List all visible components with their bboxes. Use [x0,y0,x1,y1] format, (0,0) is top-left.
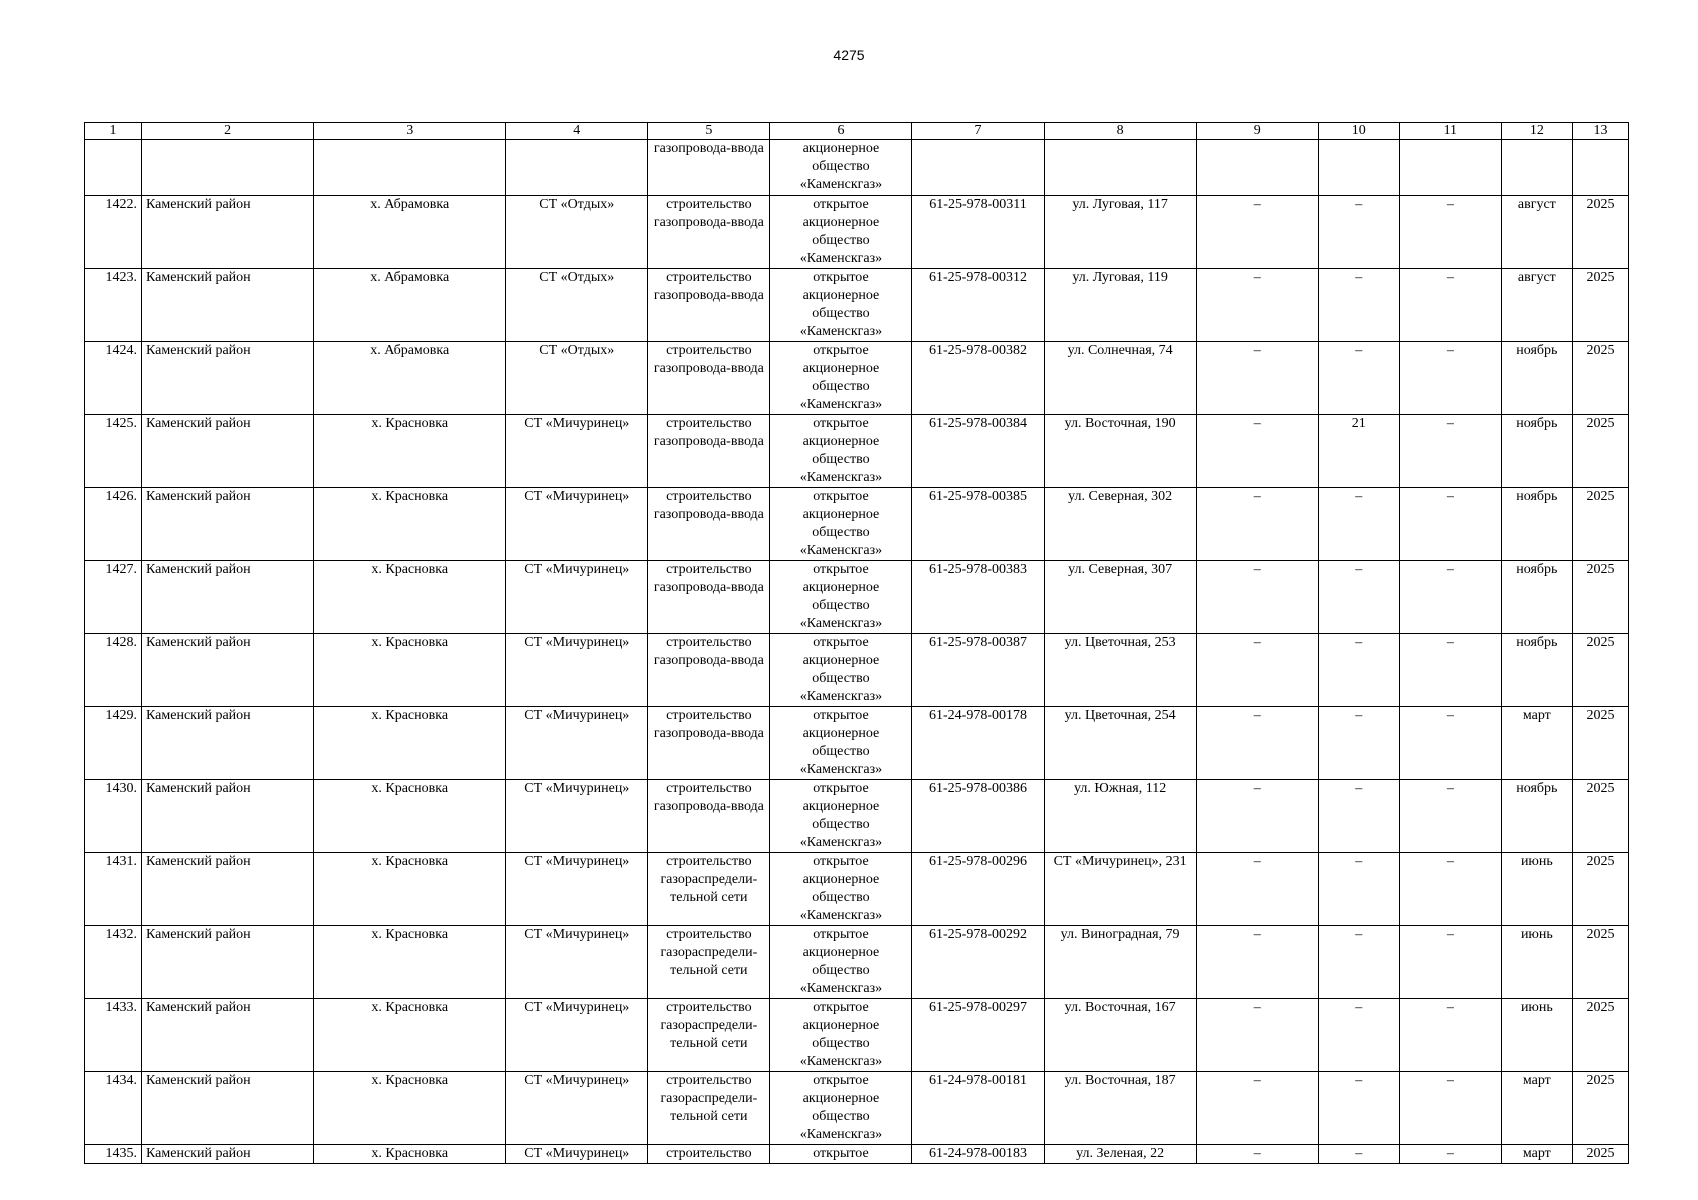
cell-settlement: х. Абрамовка [314,342,506,415]
cell-district: Каменский район [142,269,314,342]
cell-object-code: 61-24-978-00183 [912,1145,1044,1164]
column-header: 8 [1044,123,1196,140]
cell-address: ул. Восточная, 190 [1044,415,1196,488]
cell-settlement: х. Красновка [314,853,506,926]
registry-table [84,122,1629,1164]
cell-col9: – [1196,196,1318,269]
cell-col10: – [1318,926,1399,999]
cell-organization: открытое акционерное общество «Каменскгаз» [770,415,912,488]
cell-row-number: 1431. [85,853,142,926]
cell-address: ул. Виноградная, 79 [1044,926,1196,999]
cell-work-type: строительство газопровода-ввода [648,780,770,853]
cell-district: Каменский район [142,999,314,1072]
cell-district: Каменский район [142,780,314,853]
cell-work-type: строительство газопровода-ввода [648,196,770,269]
cell-col11: – [1399,780,1501,853]
table-row [85,634,1629,707]
cell-col11: – [1399,196,1501,269]
cell-col10: – [1318,1072,1399,1145]
cell-settlement: х. Абрамовка [314,196,506,269]
cell-month: ноябрь [1501,415,1572,488]
column-header: 7 [912,123,1044,140]
cell-month: ноябрь [1501,342,1572,415]
continuation-row [85,140,1629,196]
cell-year: 2025 [1572,1145,1628,1164]
column-header: 2 [142,123,314,140]
cell-organization: открытое акционерное общество «Каменскгаз» [770,780,912,853]
cell-col11: – [1399,1145,1501,1164]
cell-address: ул. Восточная, 187 [1044,1072,1196,1145]
cell-settlement: х. Красновка [314,488,506,561]
column-number-row [85,123,1629,140]
column-header: 12 [1501,123,1572,140]
column-header: 1 [85,123,142,140]
cell-organization: открытое [770,1145,912,1164]
cell-col10: – [1318,488,1399,561]
cell-address: ул. Северная, 307 [1044,561,1196,634]
cell-empty [1399,140,1501,196]
cell-organization: акционерное общество «Каменскгаз» [770,140,912,196]
cell-settlement: х. Красновка [314,1145,506,1164]
cell-row-number: 1435. [85,1145,142,1164]
cell-empty [1318,140,1399,196]
cell-year: 2025 [1572,780,1628,853]
table-row [85,1145,1629,1164]
cell-organization: открытое акционерное общество «Каменскгаз» [770,196,912,269]
cell-address: ул. Южная, 112 [1044,780,1196,853]
cell-settlement: х. Красновка [314,415,506,488]
cell-year: 2025 [1572,561,1628,634]
cell-object-code: 61-25-978-00382 [912,342,1044,415]
cell-address: ул. Северная, 302 [1044,488,1196,561]
cell-year: 2025 [1572,853,1628,926]
cell-organization: открытое акционерное общество «Каменскгаз» [770,926,912,999]
column-header: 10 [1318,123,1399,140]
column-header: 4 [506,123,648,140]
cell-garden-partnership: СТ «Мичуринец» [506,1072,648,1145]
cell-address: ул. Зеленая, 22 [1044,1145,1196,1164]
cell-row-number: 1433. [85,999,142,1072]
cell-empty [1501,140,1572,196]
column-header: 11 [1399,123,1501,140]
cell-work-type: строительство газораспредели-тельной сети [648,999,770,1072]
cell-address: ул. Солнечная, 74 [1044,342,1196,415]
cell-col9: – [1196,780,1318,853]
cell-garden-partnership: СТ «Отдых» [506,196,648,269]
cell-month: июнь [1501,999,1572,1072]
cell-month: июнь [1501,926,1572,999]
cell-empty [142,140,314,196]
cell-work-type: газопровода-ввода [648,140,770,196]
cell-work-type: строительство газопровода-ввода [648,269,770,342]
cell-month: март [1501,1072,1572,1145]
cell-district: Каменский район [142,561,314,634]
cell-garden-partnership: СТ «Мичуринец» [506,561,648,634]
cell-col9: – [1196,415,1318,488]
cell-object-code: 61-25-978-00297 [912,999,1044,1072]
cell-col10: – [1318,196,1399,269]
cell-empty [1044,140,1196,196]
cell-object-code: 61-25-978-00386 [912,780,1044,853]
cell-object-code: 61-25-978-00383 [912,561,1044,634]
cell-col9: – [1196,634,1318,707]
column-header: 6 [770,123,912,140]
cell-work-type: строительство газораспредели-тельной сети [648,926,770,999]
table-body [85,140,1629,1164]
cell-object-code: 61-25-978-00311 [912,196,1044,269]
table-row [85,488,1629,561]
cell-garden-partnership: СТ «Мичуринец» [506,415,648,488]
cell-row-number: 1428. [85,634,142,707]
cell-empty [506,140,648,196]
cell-month: ноябрь [1501,561,1572,634]
cell-month: ноябрь [1501,634,1572,707]
cell-col9: – [1196,488,1318,561]
cell-month: июнь [1501,853,1572,926]
cell-col9: – [1196,1072,1318,1145]
cell-organization: открытое акционерное общество «Каменскгаз» [770,1072,912,1145]
cell-col9: – [1196,1145,1318,1164]
cell-organization: открытое акционерное общество «Каменскгаз» [770,488,912,561]
cell-col11: – [1399,415,1501,488]
table-header [85,123,1629,140]
cell-garden-partnership: СТ «Мичуринец» [506,634,648,707]
cell-work-type: строительство газораспредели-тельной сети [648,1072,770,1145]
cell-district: Каменский район [142,634,314,707]
cell-work-type: строительство газораспредели-тельной сети [648,853,770,926]
cell-month: август [1501,269,1572,342]
column-header: 5 [648,123,770,140]
cell-year: 2025 [1572,196,1628,269]
column-header: 13 [1572,123,1628,140]
column-header: 9 [1196,123,1318,140]
cell-object-code: 61-25-978-00312 [912,269,1044,342]
cell-col10: – [1318,780,1399,853]
cell-object-code: 61-24-978-00181 [912,1072,1044,1145]
cell-col10: – [1318,342,1399,415]
cell-col11: – [1399,342,1501,415]
cell-col9: – [1196,926,1318,999]
cell-row-number: 1422. [85,196,142,269]
cell-settlement: х. Красновка [314,780,506,853]
cell-object-code: 61-25-978-00292 [912,926,1044,999]
cell-col11: – [1399,269,1501,342]
cell-work-type: строительство газопровода-ввода [648,488,770,561]
cell-year: 2025 [1572,999,1628,1072]
cell-col11: – [1399,926,1501,999]
table-row [85,707,1629,780]
cell-garden-partnership: СТ «Мичуринец» [506,999,648,1072]
cell-row-number: 1427. [85,561,142,634]
table-row [85,196,1629,269]
cell-row-number: 1429. [85,707,142,780]
cell-garden-partnership: СТ «Отдых» [506,342,648,415]
cell-organization: открытое акционерное общество «Каменскгаз» [770,342,912,415]
table-row [85,780,1629,853]
cell-district: Каменский район [142,926,314,999]
cell-col11: – [1399,634,1501,707]
cell-empty [1572,140,1628,196]
cell-year: 2025 [1572,1072,1628,1145]
cell-organization: открытое акционерное общество «Каменскгаз» [770,269,912,342]
cell-organization: открытое акционерное общество «Каменскгаз» [770,707,912,780]
table-row [85,269,1629,342]
cell-month: март [1501,1145,1572,1164]
cell-object-code: 61-25-978-00385 [912,488,1044,561]
cell-settlement: х. Красновка [314,1072,506,1145]
cell-row-number: 1423. [85,269,142,342]
cell-row-number: 1425. [85,415,142,488]
cell-empty [314,140,506,196]
cell-month: ноябрь [1501,780,1572,853]
table-row [85,999,1629,1072]
cell-col9: – [1196,853,1318,926]
cell-col9: – [1196,561,1318,634]
cell-col10: 21 [1318,415,1399,488]
cell-garden-partnership: СТ «Мичуринец» [506,707,648,780]
cell-garden-partnership: СТ «Мичуринец» [506,780,648,853]
cell-col9: – [1196,707,1318,780]
cell-district: Каменский район [142,488,314,561]
cell-year: 2025 [1572,926,1628,999]
cell-month: август [1501,196,1572,269]
cell-work-type: строительство газопровода-ввода [648,561,770,634]
cell-district: Каменский район [142,707,314,780]
cell-district: Каменский район [142,196,314,269]
cell-district: Каменский район [142,415,314,488]
page-number: 4275 [833,47,865,63]
cell-address: ул. Луговая, 119 [1044,269,1196,342]
cell-district: Каменский район [142,1145,314,1164]
cell-object-code: 61-24-978-00178 [912,707,1044,780]
cell-year: 2025 [1572,269,1628,342]
cell-col9: – [1196,999,1318,1072]
cell-col10: – [1318,1145,1399,1164]
table-row [85,853,1629,926]
cell-col11: – [1399,999,1501,1072]
cell-work-type: строительство газопровода-ввода [648,342,770,415]
cell-year: 2025 [1572,634,1628,707]
cell-garden-partnership: СТ «Мичуринец» [506,488,648,561]
table-row [85,926,1629,999]
cell-organization: открытое акционерное общество «Каменскгаз» [770,561,912,634]
cell-district: Каменский район [142,342,314,415]
cell-object-code: 61-25-978-00384 [912,415,1044,488]
cell-month: ноябрь [1501,488,1572,561]
cell-work-type: строительство газопровода-ввода [648,634,770,707]
cell-object-code: 61-25-978-00296 [912,853,1044,926]
cell-address: ул. Цветочная, 253 [1044,634,1196,707]
cell-empty [85,140,142,196]
table-row [85,561,1629,634]
cell-organization: открытое акционерное общество «Каменскгаз» [770,999,912,1072]
cell-month: март [1501,707,1572,780]
table-row [85,1072,1629,1145]
cell-settlement: х. Красновка [314,707,506,780]
cell-organization: открытое акционерное общество «Каменскгаз» [770,634,912,707]
cell-year: 2025 [1572,342,1628,415]
cell-col10: – [1318,561,1399,634]
cell-object-code: 61-25-978-00387 [912,634,1044,707]
cell-garden-partnership: СТ «Мичуринец» [506,1145,648,1164]
cell-work-type: строительство газопровода-ввода [648,415,770,488]
cell-row-number: 1432. [85,926,142,999]
cell-settlement: х. Красновка [314,634,506,707]
table-row [85,342,1629,415]
cell-col11: – [1399,488,1501,561]
cell-col11: – [1399,1072,1501,1145]
cell-empty [912,140,1044,196]
cell-address: ул. Луговая, 117 [1044,196,1196,269]
cell-col9: – [1196,269,1318,342]
cell-year: 2025 [1572,415,1628,488]
cell-row-number: 1426. [85,488,142,561]
cell-work-type: строительство [648,1145,770,1164]
cell-address: ул. Цветочная, 254 [1044,707,1196,780]
cell-col11: – [1399,707,1501,780]
cell-settlement: х. Красновка [314,999,506,1072]
cell-col10: – [1318,269,1399,342]
cell-col10: – [1318,707,1399,780]
cell-garden-partnership: СТ «Мичуринец» [506,926,648,999]
cell-col11: – [1399,561,1501,634]
cell-row-number: 1430. [85,780,142,853]
cell-garden-partnership: СТ «Отдых» [506,269,648,342]
cell-year: 2025 [1572,707,1628,780]
cell-address: СТ «Мичуринец», 231 [1044,853,1196,926]
cell-address: ул. Восточная, 167 [1044,999,1196,1072]
cell-district: Каменский район [142,1072,314,1145]
cell-col10: – [1318,853,1399,926]
cell-year: 2025 [1572,488,1628,561]
cell-col11: – [1399,853,1501,926]
cell-settlement: х. Красновка [314,561,506,634]
cell-garden-partnership: СТ «Мичуринец» [506,853,648,926]
cell-col10: – [1318,999,1399,1072]
cell-col9: – [1196,342,1318,415]
cell-empty [1196,140,1318,196]
cell-work-type: строительство газопровода-ввода [648,707,770,780]
cell-district: Каменский район [142,853,314,926]
cell-settlement: х. Красновка [314,926,506,999]
cell-settlement: х. Абрамовка [314,269,506,342]
cell-col10: – [1318,634,1399,707]
cell-organization: открытое акционерное общество «Каменскгаз» [770,853,912,926]
table-row [85,415,1629,488]
cell-row-number: 1434. [85,1072,142,1145]
cell-row-number: 1424. [85,342,142,415]
column-header: 3 [314,123,506,140]
